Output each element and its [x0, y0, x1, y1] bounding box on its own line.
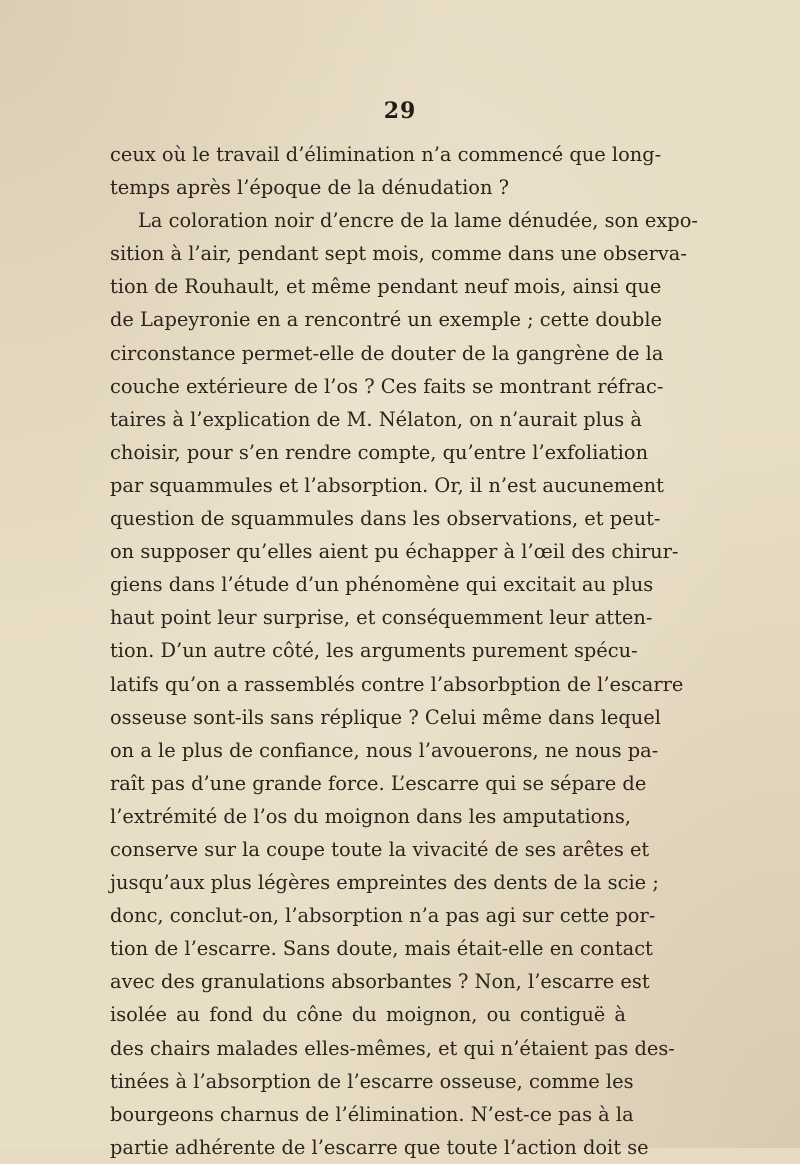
text-line: tinées à l’absorption de l’escarre osseuse, comme les [110, 1069, 634, 1093]
text-line: avec des granulations absorbantes ? Non, l’escarre est [110, 970, 650, 994]
text-line: haut point leur surprise, et conséquemment leur atten- [110, 606, 653, 630]
text-line: sition à l’air, pendant sept mois, comme dans une observa- [110, 242, 687, 266]
text-line: choisir, pour s’en rendre compte, qu’entre l’exfoliation [110, 440, 649, 464]
text-line: question de squammules dans les observations, et peut- [110, 507, 661, 531]
text-line: des chairs malades elles-mêmes, et qui n’étaient pas des- [110, 1036, 675, 1060]
text-line: osseuse sont-ils sans réplique ? Celui même dans lequel [110, 705, 661, 729]
text-line: jusqu’aux plus légères empreintes des dents de la scie ; [110, 871, 659, 895]
text-line: l’extrémité de l’os du moignon dans les amputations, [110, 804, 631, 828]
text-line: isolée au fond du cône du moignon, ou contiguë à [110, 1003, 626, 1027]
text-line: giens dans l’étude d’un phénomène qui excitait au plus [110, 573, 654, 597]
text-line: on supposer qu’elles aient pu échapper à l’œil des chirur- [110, 540, 679, 564]
text-line: de Lapeyronie en a rencontré un exemple ; cette double [110, 308, 662, 332]
text-line: tion de Rouhault, et même pendant neuf mois, ainsi que [110, 275, 662, 299]
text-line: par squammules et l’absorption. Or, il n’est aucunement [110, 473, 664, 497]
page-number: 29 [383, 98, 417, 124]
text-line: partie adhérente de l’escarre que toute l’action doit se [110, 1135, 649, 1159]
text-line: on a le plus de confiance, nous l’avouerons, ne nous pa- [110, 738, 659, 762]
text-line: La coloration noir d’encre de la lame dénudée, son expo- [138, 209, 698, 233]
text-line: tion de l’escarre. Sans doute, mais était-elle en contact [110, 937, 653, 961]
text-line: taires à l’explication de M. Nélaton, on n’aurait plus à [110, 407, 642, 431]
text-line: tion. D’un autre côté, les arguments purement spécu- [110, 639, 638, 663]
text-line: raît pas d’une grande force. L’escarre qui se sépare de [110, 771, 647, 795]
text-line: couche extérieure de l’os ? Ces faits se montrant réfrac- [110, 374, 664, 398]
text-line: bourgeons charnus de l’élimination. N’est-ce pas à la [110, 1102, 634, 1126]
text-line: conserve sur la coupe toute la vivacité de ses arêtes et [110, 837, 650, 861]
body-text [110, 138, 698, 1164]
text-line: ceux où le travail d’élimination n’a commencé que long- [110, 143, 662, 166]
text-line: donc, conclut-on, l’absorption n’a pas agi sur cette por- [110, 904, 656, 928]
text-line: circonstance permet-elle de douter de la gangrène de la [110, 341, 664, 365]
text-line: latifs qu’on a rassemblés contre l’absorbption de l’escarre [110, 672, 684, 696]
text-line: temps après l’époque de la dénudation ? [110, 176, 510, 200]
